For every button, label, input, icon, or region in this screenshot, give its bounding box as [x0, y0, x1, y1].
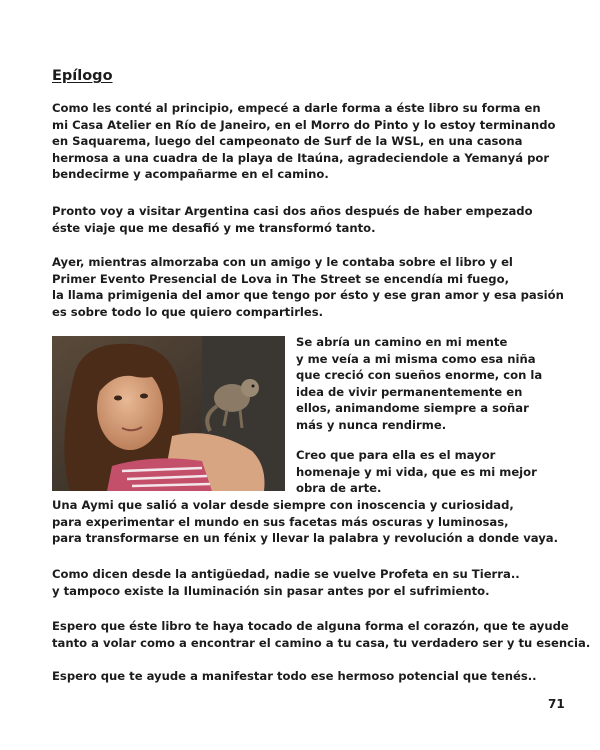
text-line: éste viaje que me desafió y me transformó tanto.	[52, 220, 376, 235]
side-paragraph-1	[296, 334, 542, 433]
text-line: bendecirme y acompañarme en el camino.	[52, 167, 329, 181]
text-line: Como dicen desde la antigüedad, nadie se vuelve Profeta en su Tierra..	[52, 567, 520, 581]
text-line: para transformarse en un fénix y llevar la palabra y revolución a donde vaya.	[52, 531, 559, 545]
text-line: más y nunca rendirme.	[296, 417, 447, 432]
text-line: la llama primigenia del amor que tengo por ésto y ese gran amor y esa pasión	[52, 288, 564, 302]
text-line: Creo que para ella es el mayor	[296, 448, 496, 462]
text-line: en Saquarema, luego del campeonato de Surf de la WSL, en una casona	[52, 134, 523, 148]
paragraph-7	[52, 668, 537, 685]
side-paragraph-2	[296, 447, 537, 497]
text-line: es sobre todo lo que quiero compartirles.	[52, 304, 324, 319]
photo-illustration	[52, 336, 285, 491]
chapter-title: Epílogo	[52, 68, 113, 84]
text-line: para experimentar el mundo en sus facetas más oscuras y luminosas,	[52, 514, 509, 529]
text-line: Primer Evento Presencial de Lova in The Street se encendía mi fuego,	[52, 271, 509, 286]
paragraph-5	[52, 566, 520, 599]
text-line: Una Aymi que salió a volar desde siempre con inoscencia y curiosidad,	[52, 498, 514, 512]
text-line: obra de arte.	[296, 481, 382, 495]
text-line: Espero que te ayude a manifestar todo ese hermoso potencial que tenés..	[52, 669, 537, 683]
text-line: y me veía a mi misma como esa niña	[296, 351, 536, 366]
photo-girl-with-monkey	[52, 336, 285, 491]
text-line: homenaje y mi vida, que es mi mejor	[296, 464, 537, 479]
text-line: Espero que éste libro te haya tocado de alguna forma el corazón, que te ayude	[52, 619, 569, 633]
text-line: Como les conté al principio, empecé a darle forma a éste libro su forma en	[52, 101, 541, 115]
text-line: y tampoco existe la Iluminación sin pasar antes por el sufrimiento.	[52, 583, 490, 598]
paragraph-2	[52, 203, 533, 236]
text-line: Pronto voy a visitar Argentina casi dos años después de haber empezado	[52, 204, 533, 218]
text-line: Se abría un camino en mi mente	[296, 335, 508, 349]
text-line: Ayer, mientras almorzaba con un amigo y le contaba sobre el libro y el	[52, 255, 513, 269]
paragraph-3	[52, 254, 564, 320]
text-line: ellos, animandome siempre a soñar	[296, 401, 529, 415]
text-line: mi Casa Atelier en Río de Janeiro, en el Morro do Pinto y lo estoy terminando	[52, 117, 556, 132]
text-line: hermosa a una cuadra de la playa de Itaúna, agradeciendole a Yemanyá por	[52, 150, 550, 165]
paragraph-6	[52, 618, 590, 651]
paragraph-4	[52, 497, 558, 547]
text-line: tanto a volar como a encontrar el camino a tu casa, tu verdadero ser y tu esencia.	[52, 635, 591, 650]
text-line: que creció con sueños enorme, con la	[296, 368, 543, 382]
page-number: 71	[548, 697, 565, 711]
text-line: idea de vivir permanentemente en	[296, 384, 523, 399]
paragraph-1	[52, 100, 555, 183]
